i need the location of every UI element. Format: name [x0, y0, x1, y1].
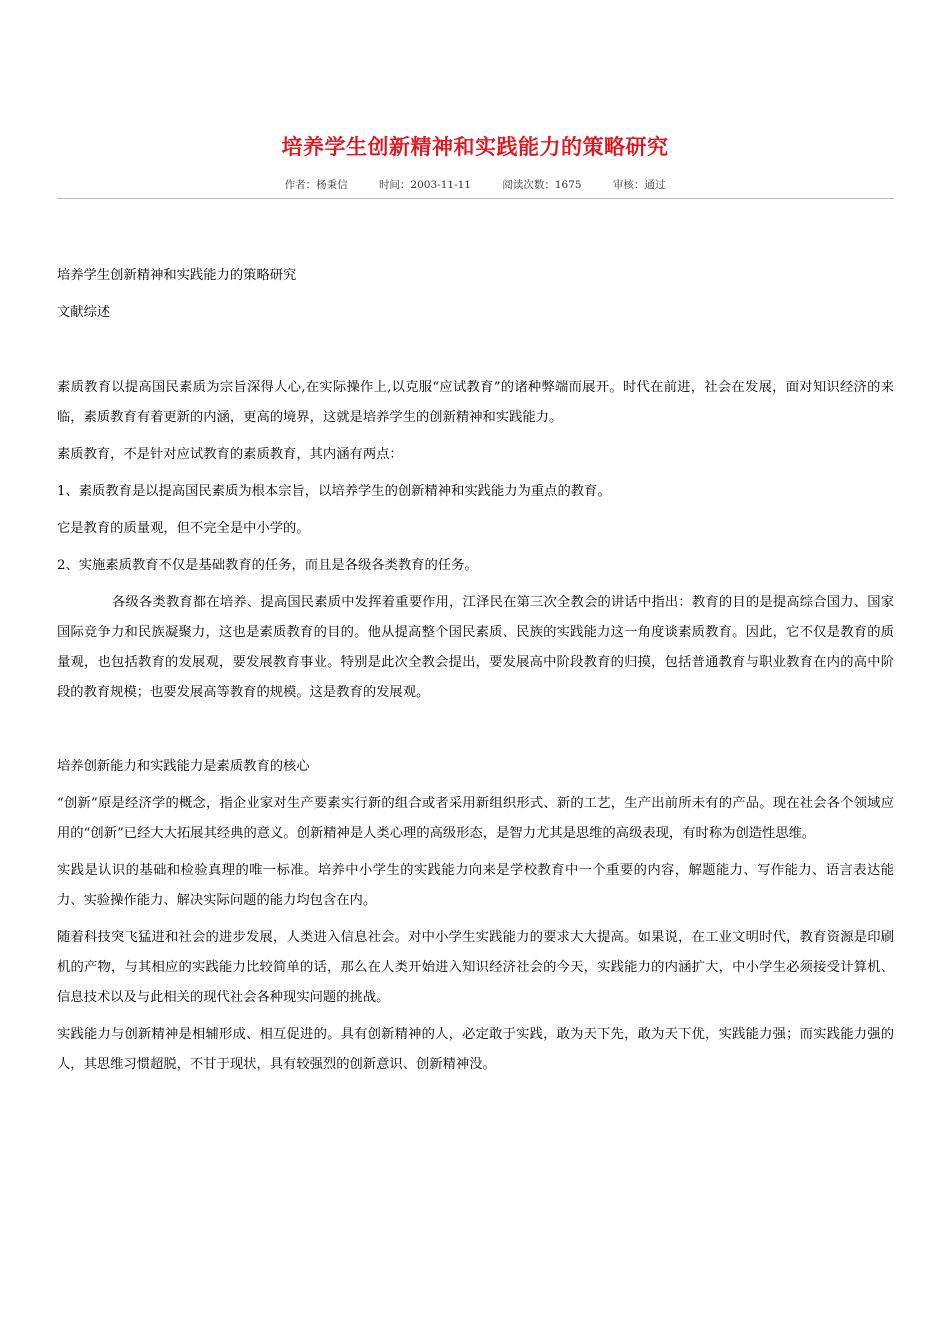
paragraph: 素质教育，不是针对应试教育的素质教育，其内涵有两点： — [57, 447, 403, 462]
header-divider — [57, 198, 894, 199]
paragraph: 实践是认识的基础和检验真理的唯一标准。培养中小学生的实践能力向来是学校教育中一个重要的内容，解题能力、写作能力、语言表达能力、实验操作能力、解决实际问题的能力均包含在内。 — [57, 863, 894, 908]
paragraph: 各级各类教育都在培养、提高国民素质中发挥着重要作用，江泽民在第三次全教会的讲话中指出：教育的目的是提高综合国力、国家国际竞争力和民族凝聚力，这也是素质教育的目的。他从提高整个国民素质、民族的实践能力这一角度谈素质教育。因此，它不仅是教育的质量观，也包括教育的发展观，要发展教育事业。特别是此次全教会提出，要发展高中阶段教育的归摸，包括普通教育与职业教育在内的高中阶段的教育规模；也要发展高等教育的规模。这是教育的发展观。 — [57, 595, 894, 700]
article-body — [57, 261, 894, 1087]
meta-review: 审核：通过 — [612, 179, 666, 191]
paragraph: 1、素质教育是以提高国民素质为根本宗旨，以培养学生的创新精神和实践能力为重点的教育。 — [57, 484, 611, 499]
paragraph: 实践能力与创新精神是相辅形成、相互促进的。具有创新精神的人，必定敢于实践，敢为天下先，敢为天下优，实践能力强；而实践能力强的人，其思维习惯超脱，不甘于现状，具有较强烈的创新意识、创新精神没。 — [57, 1027, 894, 1072]
paragraph-section-heading: 文献综述 — [57, 305, 111, 320]
paragraph: 素质教育以提高国民素质为宗旨深得人心,在实际操作上,以克服“应试教育”的诸种弊端而展开。时代在前进，社会在发展，面对知识经济的来临，素质教育有着更新的内涵，更高的境界，这就是培养学生的创新精神和实践能力。 — [57, 380, 894, 425]
paragraph: “创新”原是经济学的概念，指企业家对生产要素实行新的组合或者采用新组织形式、新的工艺，生产出前所未有的产品。现在社会各个领域应用的“创新”已经大大拓展其经典的意义。创新精神是人类心理的高级形态，是智力尤其是思维的高级表现，有时称为创造性思维。 — [57, 796, 894, 841]
paragraph: 它是教育的质量观，但不完全是中小学的。 — [57, 521, 310, 536]
paragraph-section-heading: 培养创新能力和实践能力是素质教育的核心 — [57, 759, 310, 774]
meta-author: 作者：杨秉信 — [284, 179, 348, 191]
meta-views: 阅读次数：1675 — [502, 179, 582, 191]
meta-time: 时间：2003-11-11 — [378, 179, 471, 191]
paragraph: 随着科技突飞猛进和社会的进步发展，人类进入信息社会。对中小学生实践能力的要求大大提高。如果说，在工业文明时代，教育资源是印刷机的产物，与其相应的实践能力比较简单的话，那么在人类开始进入知识经济社会的今天，实践能力的内涵扩大，中小学生必须接受计算机、信息技术以及与此相关的现代社会各种现实问题的挑战。 — [57, 930, 894, 1005]
article-title: 培养学生创新精神和实践能力的策略研究 — [281, 135, 669, 159]
paragraph: 2、实施素质教育不仅是基础教育的任务，而且是各级各类教育的任务。 — [57, 558, 478, 573]
paragraph-subtitle: 培养学生创新精神和实践能力的策略研究 — [57, 268, 297, 283]
article-meta — [0, 177, 950, 192]
